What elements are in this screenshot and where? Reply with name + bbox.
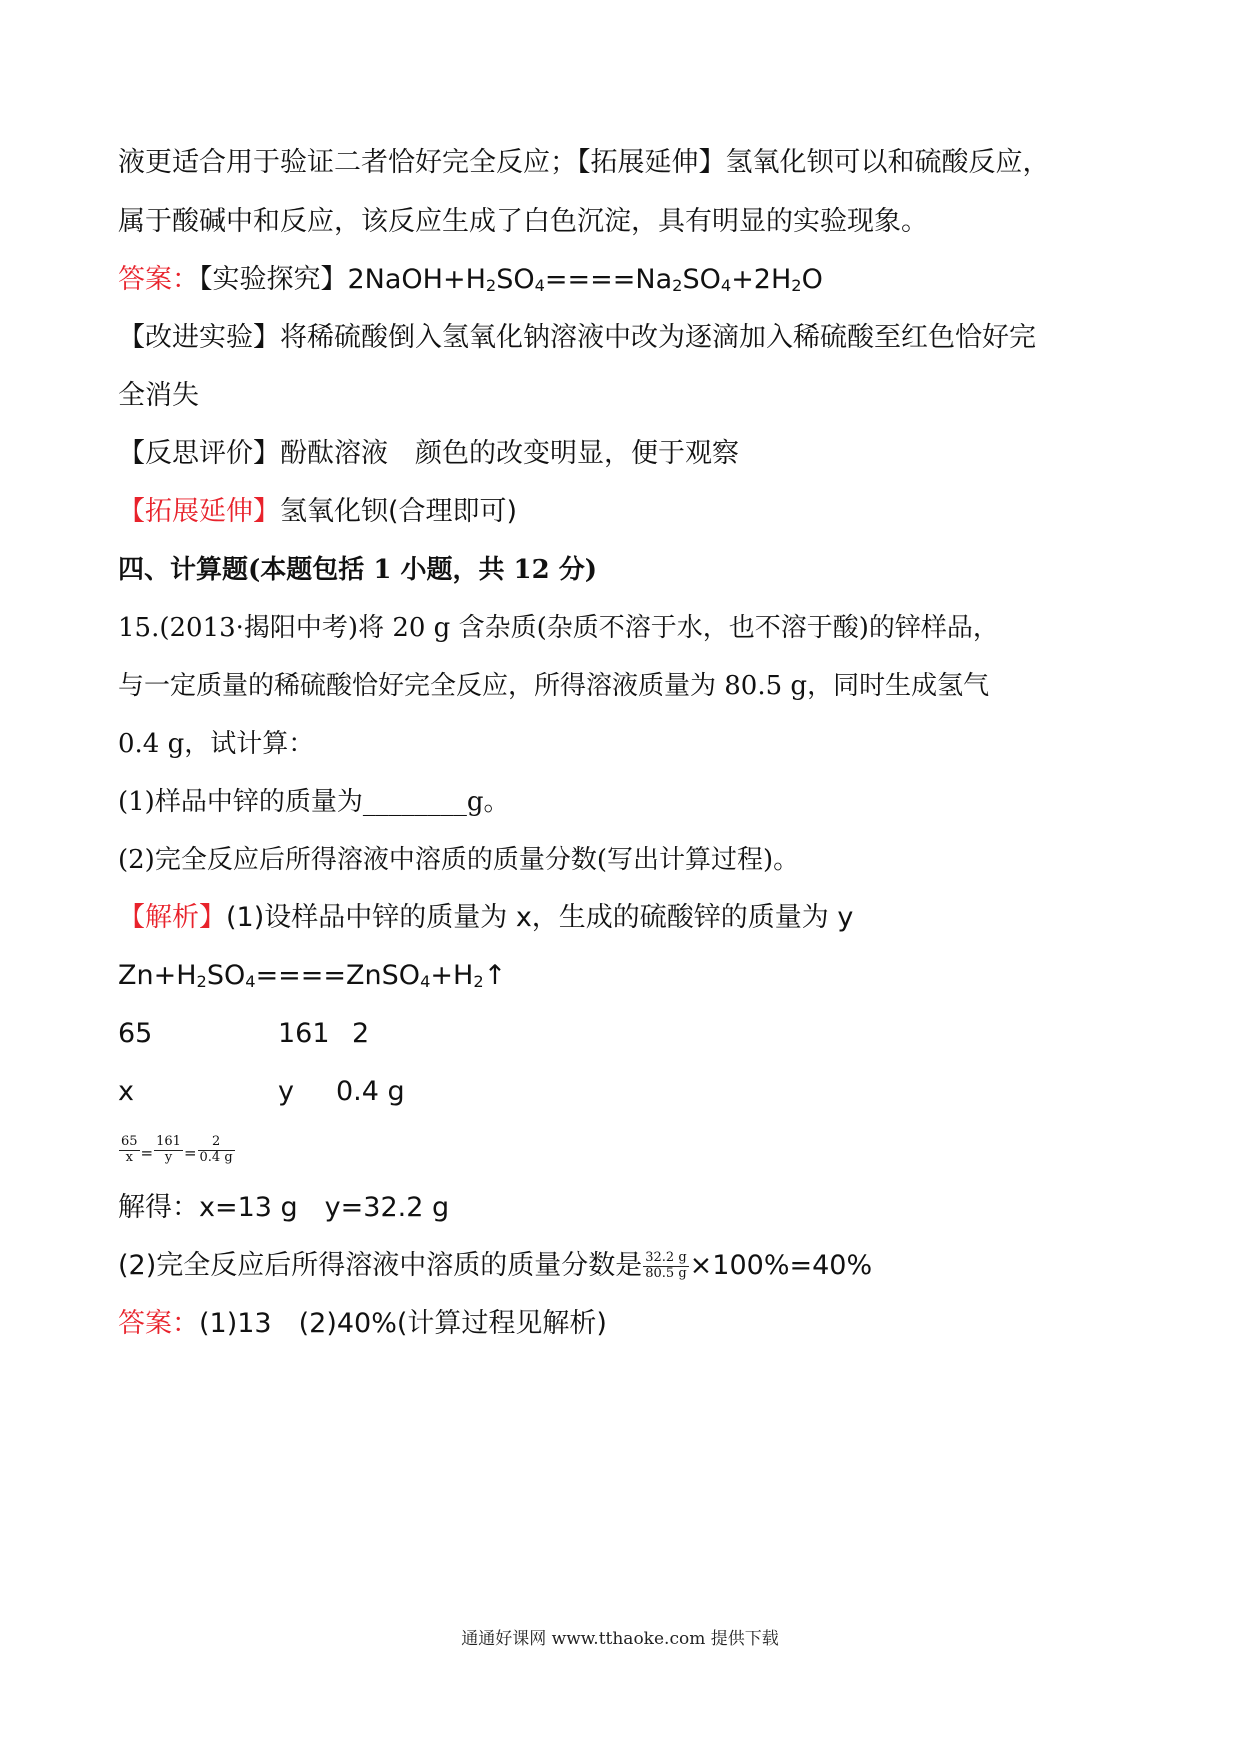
text-line-1: 液更适合用于验证二者恰好完全反应；【拓展延伸】氢氧化钡可以和硫酸反应， (118, 147, 1050, 178)
text-line-5: 全消失 (118, 380, 199, 411)
mass-h2: 2 (352, 1018, 370, 1049)
extension-line (118, 490, 517, 534)
subscript: 4 (245, 972, 256, 992)
subscript: 2 (196, 972, 207, 992)
mass-ratio-row (118, 1012, 518, 1056)
answer-label: 答案： (118, 1308, 199, 1339)
mass-fraction-result: ×100%=40% (689, 1250, 873, 1281)
equation-part: ====Na (544, 264, 673, 295)
extension-text: 氢氧化钡(合理即可) (280, 496, 518, 527)
equation-part: ↑ (483, 960, 507, 991)
final-answer-line (118, 1302, 607, 1346)
question-part-1: (1)样品中锌的质量为________g。 (118, 787, 510, 817)
subscript: 4 (420, 972, 431, 992)
section-label: 【实验探究】 (199, 264, 348, 295)
fraction: $\frac{161}{y}$ (156, 1134, 181, 1165)
unknown-y: y (278, 1076, 294, 1107)
equation-part: ====ZnSO (255, 960, 421, 991)
equation-part: 2NaOH+H (347, 264, 486, 295)
subscript: 2 (791, 276, 802, 296)
subscript: 2 (672, 276, 683, 296)
answer-line-1 (118, 258, 823, 302)
equation-part: O (801, 264, 823, 295)
mass-znso4: 161 (278, 1018, 330, 1049)
text-line-4: 【改进实验】将稀硫酸倒入氢氧化钠溶液中改为逐滴加入稀硫酸至红色恰好完 (118, 322, 1036, 353)
mass-fraction-text: (2)完全反应后所得溶液中溶质的质量分数是 (118, 1250, 643, 1281)
question-line-1: 15.(2013·揭阳中考)将 20 g 含杂质(杂质不溶于水，也不溶于酸)的锌样品， (118, 613, 999, 643)
equation-part: +H (430, 960, 474, 991)
equation-part: Zn+H (118, 960, 197, 991)
text-line-2: 属于酸碱中和反应，该反应生成了白色沉淀，具有明显的实验现象。 (118, 206, 928, 237)
page-footer: 通通好课网 www.tthaoke.com 提供下载 (461, 1629, 779, 1649)
subscript: 4 (534, 276, 545, 296)
question-line-2: 与一定质量的稀硫酸恰好完全反应，所得溶液质量为 80.5 g，同时生成氢气 (118, 671, 990, 701)
analysis-label: 【解析】 (118, 902, 226, 933)
question-line-3: 0.4 g，试计算： (118, 729, 315, 759)
final-answer-text: (1)13 (2)40%(计算过程见解析) (199, 1308, 607, 1339)
answer-label: 答案： (118, 264, 199, 295)
equation-part: SO (682, 264, 721, 295)
solution-line: 解得：x=13 g y=32.2 g (118, 1192, 450, 1223)
equation-part: SO (206, 960, 246, 991)
subscript: 2 (473, 972, 484, 992)
extension-label: 【拓展延伸】 (118, 496, 280, 527)
section-heading: 四、计算题(本题包括 1 小题，共 12 分) (118, 555, 598, 585)
fraction: $\frac{65}{x}$ (121, 1134, 138, 1165)
mass-zn: 65 (118, 1018, 153, 1049)
unknowns-row (118, 1070, 518, 1114)
unknown-x: x (118, 1076, 134, 1107)
known-h2-mass: 0.4 g (336, 1076, 405, 1107)
equation-part: +2H (731, 264, 792, 295)
reaction-equation (118, 954, 506, 998)
text-line-6: 【反思评价】酚酞溶液 颜色的改变明显，便于观察 (118, 438, 739, 469)
analysis-text: (1)设样品中锌的质量为 x，生成的硫酸锌的质量为 y (226, 902, 854, 933)
question-part-2: (2)完全反应后所得溶液中溶质的质量分数(写出计算过程)。 (118, 845, 800, 875)
proportion-equation: $\frac{65}{x}$ = $\frac{161}{y}$ = $\frac{2}{0.4 g}$ (121, 1134, 233, 1165)
analysis-line (118, 896, 853, 940)
fraction: $\frac{32.2 g}{80.5 g}$ (645, 1250, 687, 1281)
subscript: 4 (720, 276, 732, 296)
fraction: $\frac{2}{0.4 g}$ (199, 1134, 233, 1165)
subscript: 2 (485, 276, 497, 296)
equation-part: SO (496, 264, 535, 295)
mass-fraction-line (118, 1244, 872, 1288)
